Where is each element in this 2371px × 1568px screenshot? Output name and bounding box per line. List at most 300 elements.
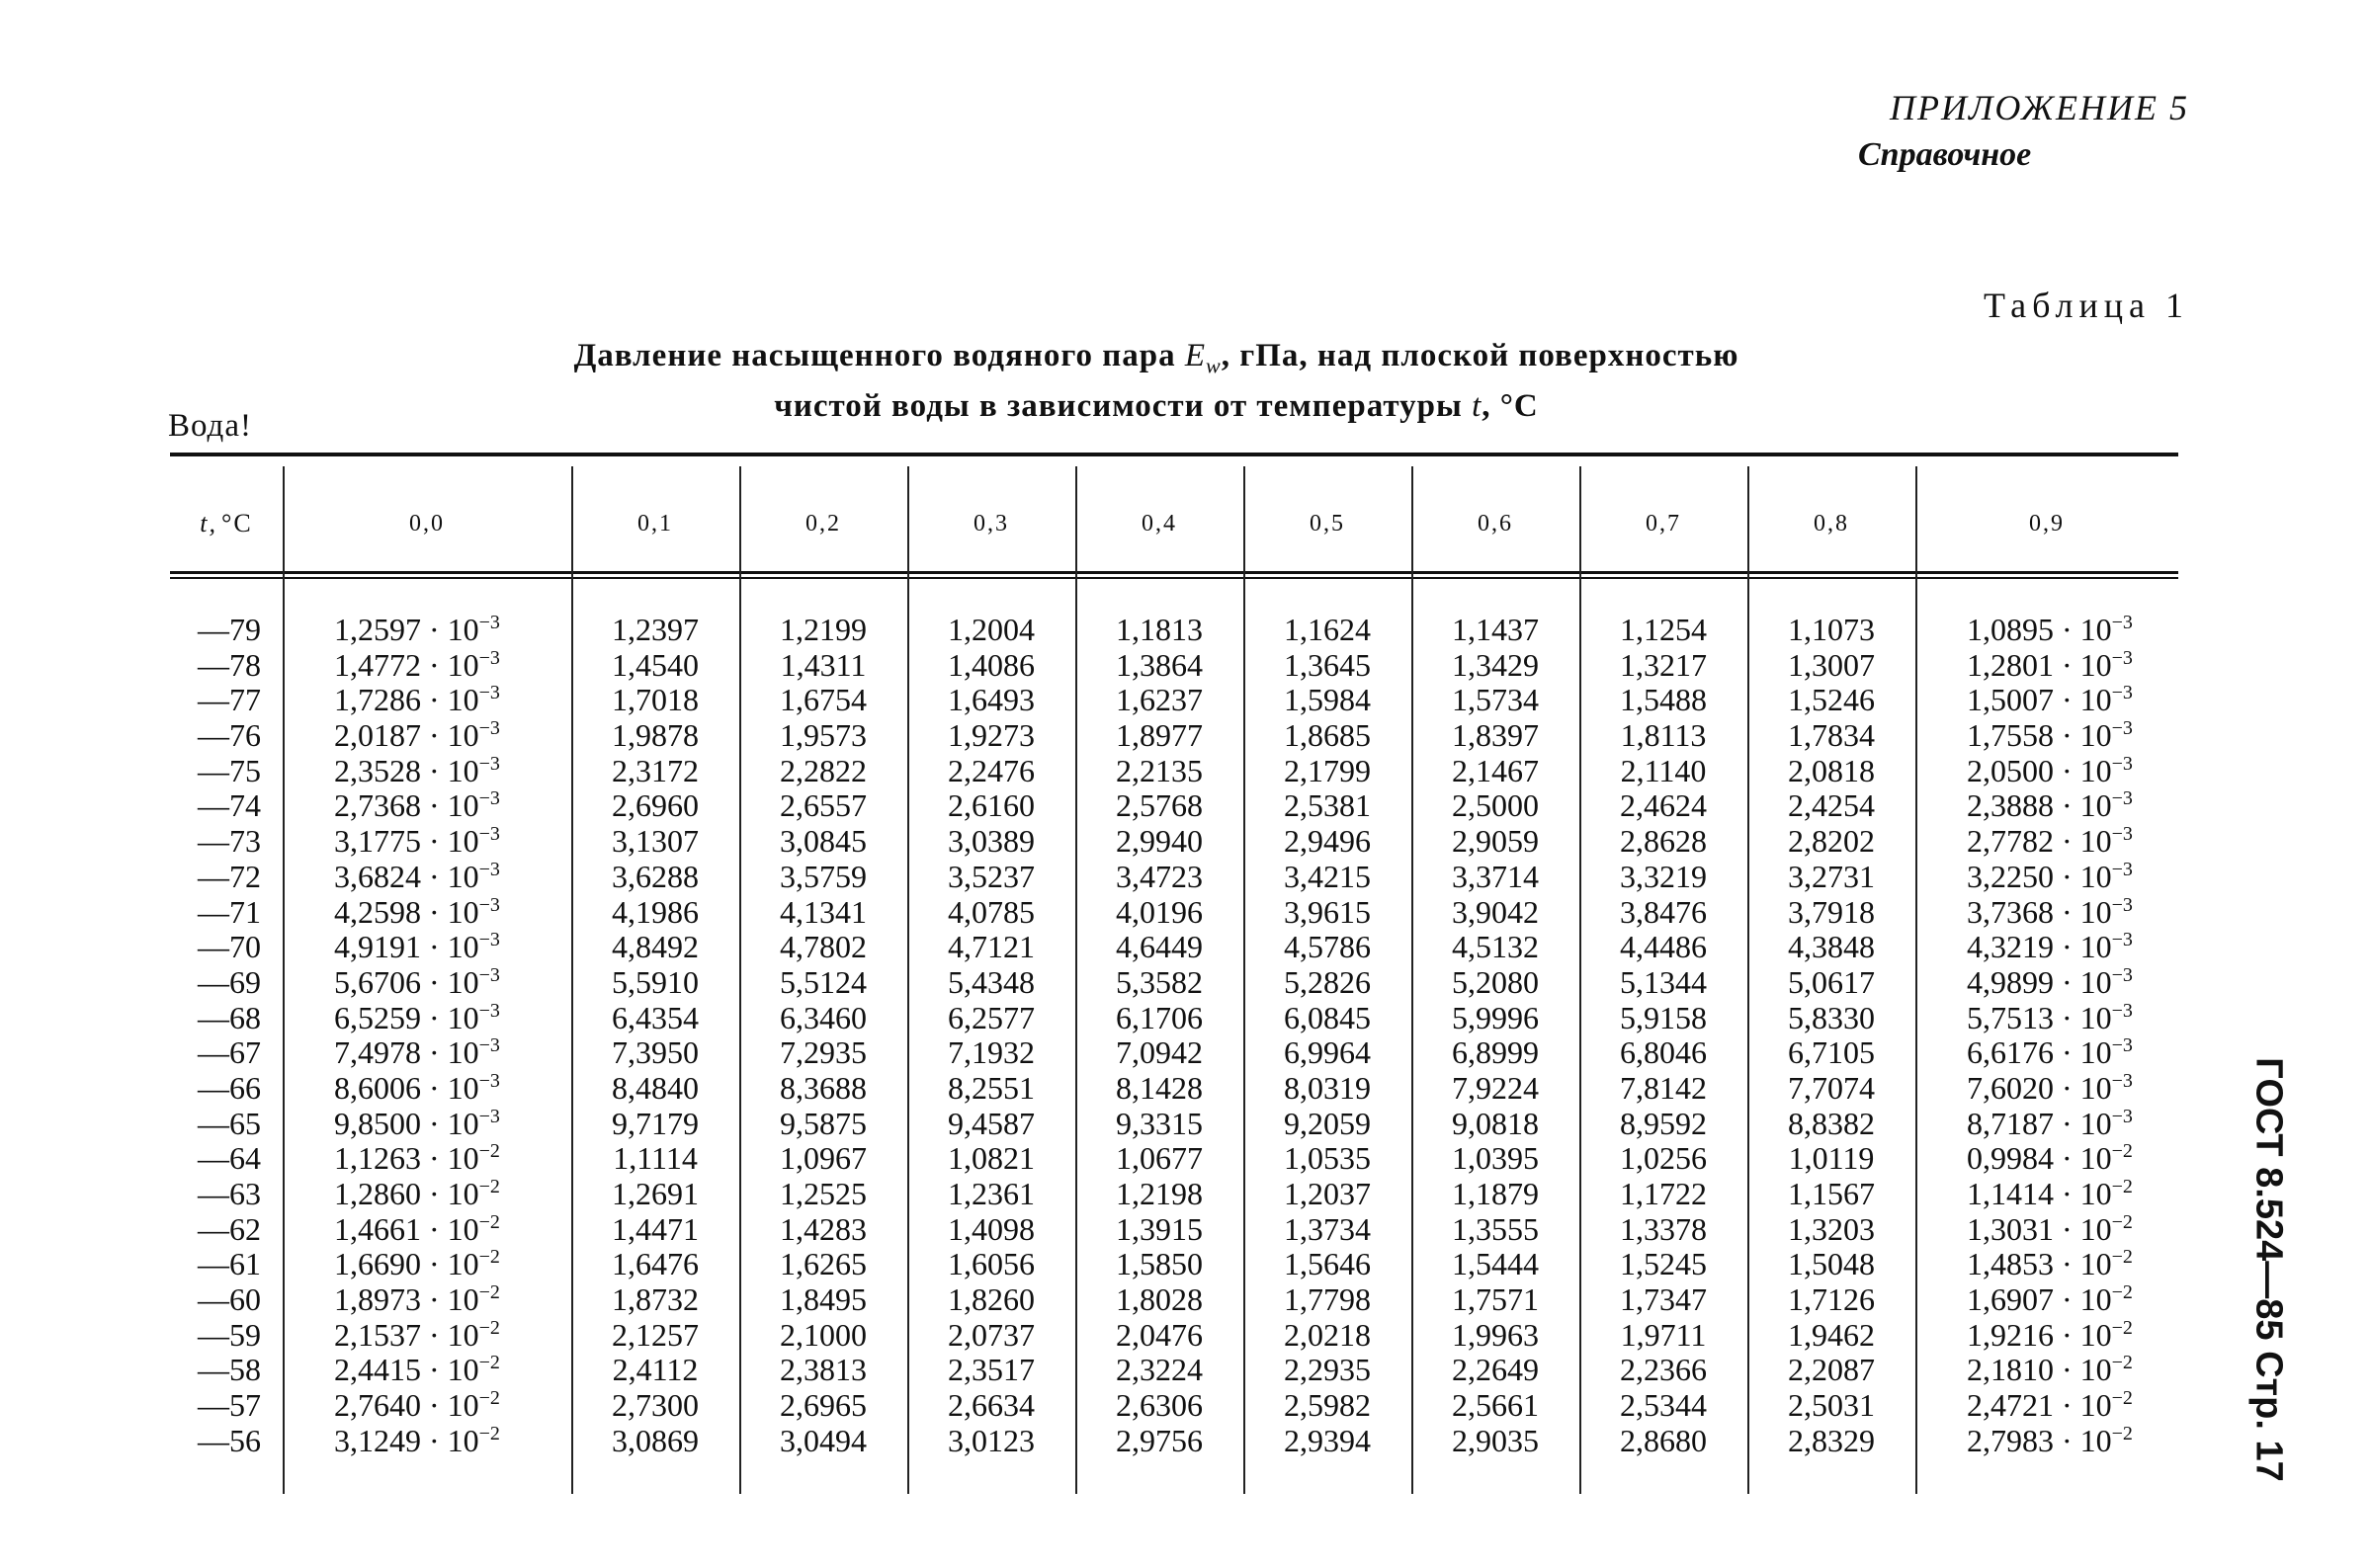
value-mantissa: 1,3031 bbox=[1967, 1210, 2054, 1247]
value-mantissa: 1,9573 bbox=[780, 717, 867, 754]
value-cell bbox=[1967, 930, 2178, 965]
value-base: · 10 bbox=[421, 823, 479, 860]
value-cell bbox=[334, 1035, 571, 1071]
value-mantissa: 9,8500 bbox=[334, 1105, 421, 1141]
value-cell bbox=[1243, 754, 1411, 789]
value-mantissa: 1,4311 bbox=[780, 646, 867, 683]
value-cell bbox=[907, 860, 1075, 895]
value-cell bbox=[1075, 965, 1243, 1001]
value-cell bbox=[907, 1388, 1075, 1424]
value-cell bbox=[739, 1141, 907, 1177]
value-exponent: −3 bbox=[2111, 1105, 2133, 1127]
value-base: · 10 bbox=[2054, 682, 2112, 718]
value-exponent: −3 bbox=[2111, 646, 2133, 669]
value-exponent: −2 bbox=[478, 1210, 500, 1233]
value-mantissa: 1,0395 bbox=[1452, 1140, 1539, 1177]
value-cell bbox=[1967, 895, 2178, 931]
column-header: 0,6 bbox=[1478, 510, 1513, 536]
value-mantissa: 4,9899 bbox=[1967, 963, 2054, 1000]
value-mantissa: 2,5768 bbox=[1116, 787, 1203, 824]
value-exponent: −2 bbox=[478, 1316, 500, 1339]
value-base: · 10 bbox=[421, 682, 479, 718]
value-cell bbox=[1579, 1035, 1747, 1071]
side-running-head-text: ГОСТ 8.524—85 Стр. 17 bbox=[2247, 1057, 2290, 1482]
value-mantissa: 2,5982 bbox=[1284, 1387, 1371, 1424]
value-mantissa: 5,2080 bbox=[1452, 963, 1539, 1000]
value-mantissa: 1,8973 bbox=[334, 1281, 421, 1318]
value-mantissa: 9,4587 bbox=[948, 1105, 1035, 1141]
value-column bbox=[1747, 613, 1915, 1459]
value-cell bbox=[1411, 1071, 1579, 1107]
value-mantissa: 6,0845 bbox=[1284, 999, 1371, 1035]
value-mantissa: 2,4254 bbox=[1788, 787, 1875, 824]
value-mantissa: 1,5850 bbox=[1116, 1246, 1203, 1282]
value-mantissa: 1,5488 bbox=[1620, 682, 1707, 718]
value-mantissa: 1,5048 bbox=[1788, 1246, 1875, 1282]
value-cell bbox=[571, 1177, 739, 1212]
value-mantissa: 1,0677 bbox=[1116, 1140, 1203, 1177]
value-mantissa: 6,5259 bbox=[334, 999, 421, 1035]
value-mantissa: 2,1140 bbox=[1620, 752, 1707, 788]
temperature-cell: —56 bbox=[198, 1422, 261, 1458]
value-mantissa: 1,5984 bbox=[1284, 682, 1371, 718]
value-cell bbox=[1075, 1424, 1243, 1459]
value-cell bbox=[334, 1107, 571, 1142]
value-column bbox=[739, 613, 907, 1459]
value-mantissa: 1,1879 bbox=[1452, 1176, 1539, 1211]
column-divider bbox=[283, 466, 285, 1494]
value-cell bbox=[1747, 1177, 1915, 1212]
value-cell bbox=[1243, 965, 1411, 1001]
value-cell bbox=[1075, 648, 1243, 684]
value-cell bbox=[1747, 860, 1915, 895]
value-mantissa: 1,5245 bbox=[1620, 1246, 1707, 1282]
value-cell bbox=[739, 930, 907, 965]
value-mantissa: 1,3203 bbox=[1788, 1210, 1875, 1247]
value-exponent: −3 bbox=[2111, 787, 2133, 810]
value-exponent: −2 bbox=[2111, 1210, 2133, 1233]
value-cell bbox=[1967, 965, 2178, 1001]
value-cell bbox=[334, 1318, 571, 1354]
value-exponent: −2 bbox=[2111, 1281, 2133, 1304]
value-mantissa: 1,0256 bbox=[1620, 1140, 1707, 1177]
column-header: 0,8 bbox=[1814, 510, 1849, 536]
value-column bbox=[334, 613, 571, 1459]
value-cell bbox=[1747, 1071, 1915, 1107]
symbol-letter: E bbox=[1184, 338, 1207, 373]
value-cell bbox=[571, 860, 739, 895]
value-mantissa: 8,6006 bbox=[334, 1069, 421, 1106]
value-cell bbox=[1075, 1177, 1243, 1212]
value-cell bbox=[571, 718, 739, 754]
value-cell bbox=[1747, 1107, 1915, 1142]
value-mantissa: 1,6690 bbox=[334, 1246, 421, 1282]
value-cell bbox=[1075, 1107, 1243, 1142]
value-mantissa: 3,2731 bbox=[1788, 858, 1875, 894]
temperature-cell: —59 bbox=[198, 1316, 261, 1353]
value-cell bbox=[907, 1035, 1075, 1071]
column-header-t-var: t, bbox=[200, 509, 217, 537]
value-cell bbox=[739, 1282, 907, 1318]
value-mantissa: 8,4840 bbox=[612, 1069, 699, 1106]
value-cell bbox=[1967, 1035, 2178, 1071]
value-cell bbox=[1243, 613, 1411, 648]
value-cell bbox=[907, 1424, 1075, 1459]
value-cell bbox=[1967, 1001, 2178, 1036]
value-cell bbox=[739, 1424, 907, 1459]
value-cell bbox=[1243, 1318, 1411, 1354]
value-cell bbox=[739, 965, 907, 1001]
value-cell bbox=[1579, 1282, 1747, 1318]
value-mantissa: 1,2525 bbox=[780, 1176, 867, 1211]
value-mantissa: 2,0818 bbox=[1788, 752, 1875, 788]
value-cell bbox=[907, 965, 1075, 1001]
value-mantissa: 4,4486 bbox=[1620, 929, 1707, 965]
value-mantissa: 0,9984 bbox=[1967, 1140, 2054, 1177]
value-exponent: −3 bbox=[478, 717, 500, 740]
value-mantissa: 3,0389 bbox=[948, 823, 1035, 860]
value-cell bbox=[1967, 1141, 2178, 1177]
section-label: Вода! bbox=[168, 408, 252, 444]
value-mantissa: 3,9042 bbox=[1452, 893, 1539, 930]
appendix-label: ПРИЛОЖЕНИЕ 5 bbox=[1890, 88, 2189, 127]
value-cell bbox=[1579, 1388, 1747, 1424]
value-cell bbox=[1747, 1318, 1915, 1354]
value-cell bbox=[1411, 613, 1579, 648]
value-mantissa: 2,2087 bbox=[1788, 1352, 1875, 1388]
value-base: · 10 bbox=[2054, 1281, 2112, 1318]
value-cell bbox=[1411, 1001, 1579, 1036]
value-base: · 10 bbox=[421, 1069, 479, 1106]
temperature-cell: —77 bbox=[198, 682, 261, 718]
value-mantissa: 1,5646 bbox=[1284, 1246, 1371, 1282]
value-mantissa: 1,7834 bbox=[1788, 717, 1875, 754]
value-cell bbox=[907, 1247, 1075, 1282]
value-mantissa: 1,1722 bbox=[1620, 1176, 1707, 1211]
value-cell bbox=[1243, 683, 1411, 718]
value-mantissa: 2,0737 bbox=[948, 1316, 1035, 1353]
value-base: · 10 bbox=[421, 1246, 479, 1282]
value-mantissa: 5,8330 bbox=[1788, 999, 1875, 1035]
value-cell bbox=[739, 895, 907, 931]
value-mantissa: 1,5246 bbox=[1788, 682, 1875, 718]
value-base: · 10 bbox=[421, 963, 479, 1000]
value-cell bbox=[1411, 718, 1579, 754]
value-mantissa: 1,6754 bbox=[780, 682, 867, 718]
value-cell bbox=[1075, 788, 1243, 824]
value-mantissa: 1,6476 bbox=[612, 1246, 699, 1282]
value-cell bbox=[1579, 1177, 1747, 1212]
value-cell bbox=[1967, 1282, 2178, 1318]
value-cell bbox=[907, 930, 1075, 965]
value-mantissa: 3,5759 bbox=[780, 858, 867, 894]
value-base: · 10 bbox=[2054, 1105, 2112, 1141]
value-exponent: −2 bbox=[2111, 1422, 2133, 1444]
value-exponent: −3 bbox=[2111, 682, 2133, 704]
value-mantissa: 6,1706 bbox=[1116, 999, 1203, 1035]
value-mantissa: 5,3582 bbox=[1116, 963, 1203, 1000]
value-mantissa: 1,8977 bbox=[1116, 717, 1203, 754]
value-cell bbox=[334, 648, 571, 684]
value-cell bbox=[739, 754, 907, 789]
value-cell bbox=[571, 754, 739, 789]
column-header-t bbox=[170, 494, 283, 553]
value-cell bbox=[907, 1212, 1075, 1248]
value-mantissa: 1,4471 bbox=[612, 1210, 699, 1247]
value-mantissa: 2,1810 bbox=[1967, 1352, 2054, 1388]
value-mantissa: 2,2649 bbox=[1452, 1352, 1539, 1388]
value-cell bbox=[571, 1388, 739, 1424]
value-cell bbox=[1243, 1141, 1411, 1177]
value-mantissa: 3,1249 bbox=[334, 1422, 421, 1458]
value-mantissa: 3,7918 bbox=[1788, 893, 1875, 930]
value-base: · 10 bbox=[2054, 1176, 2112, 1211]
value-cell bbox=[1243, 1353, 1411, 1388]
value-cell bbox=[1967, 824, 2178, 860]
value-cell bbox=[571, 648, 739, 684]
value-mantissa: 2,2135 bbox=[1116, 752, 1203, 788]
value-mantissa: 5,1344 bbox=[1620, 963, 1707, 1000]
value-mantissa: 6,3460 bbox=[780, 999, 867, 1035]
value-mantissa: 1,5734 bbox=[1452, 682, 1539, 718]
value-cell bbox=[1075, 930, 1243, 965]
value-mantissa: 1,9878 bbox=[612, 717, 699, 754]
value-cell bbox=[1579, 754, 1747, 789]
value-cell bbox=[1747, 930, 1915, 965]
table-title-line-1 bbox=[455, 336, 1858, 386]
value-cell bbox=[1579, 930, 1747, 965]
value-mantissa: 1,2801 bbox=[1967, 646, 2054, 683]
temperature-cell: —73 bbox=[198, 823, 261, 860]
value-cell bbox=[1747, 1212, 1915, 1248]
value-mantissa: 1,2597 bbox=[334, 612, 421, 647]
title-text: Давление насыщенного водяного пара bbox=[573, 338, 1176, 373]
value-cell bbox=[334, 683, 571, 718]
value-base: · 10 bbox=[2054, 1210, 2112, 1247]
value-cell bbox=[1411, 1035, 1579, 1071]
value-base: · 10 bbox=[2054, 1387, 2112, 1424]
value-mantissa: 1,2860 bbox=[334, 1176, 421, 1211]
value-cell bbox=[1243, 1177, 1411, 1212]
value-mantissa: 2,8628 bbox=[1620, 823, 1707, 860]
temperature-cell: —70 bbox=[198, 929, 261, 965]
value-mantissa: 7,0942 bbox=[1116, 1034, 1203, 1071]
column-header: 0,5 bbox=[1310, 510, 1345, 536]
value-cell bbox=[1075, 613, 1243, 648]
value-cell bbox=[334, 1141, 571, 1177]
value-mantissa: 8,9592 bbox=[1620, 1105, 1707, 1141]
value-mantissa: 1,0967 bbox=[780, 1140, 867, 1177]
value-mantissa: 5,4348 bbox=[948, 963, 1035, 1000]
temperature-cell: —61 bbox=[198, 1246, 261, 1282]
value-mantissa: 1,1114 bbox=[613, 1140, 698, 1177]
value-cell bbox=[1579, 683, 1747, 718]
value-mantissa: 2,0500 bbox=[1967, 752, 2054, 788]
value-mantissa: 2,1000 bbox=[780, 1316, 867, 1353]
value-cell bbox=[739, 1035, 907, 1071]
value-mantissa: 1,7558 bbox=[1967, 717, 2054, 754]
value-cell bbox=[334, 788, 571, 824]
value-cell bbox=[334, 718, 571, 754]
value-cell bbox=[1075, 1035, 1243, 1071]
value-mantissa: 6,2577 bbox=[948, 999, 1035, 1035]
value-mantissa: 2,6960 bbox=[612, 787, 699, 824]
value-mantissa: 4,1341 bbox=[780, 893, 867, 930]
value-mantissa: 2,7368 bbox=[334, 787, 421, 824]
value-cell bbox=[1967, 1212, 2178, 1248]
value-mantissa: 1,2361 bbox=[948, 1176, 1035, 1211]
value-mantissa: 2,6965 bbox=[780, 1387, 867, 1424]
value-cell bbox=[334, 1353, 571, 1388]
temperature-cell: —66 bbox=[198, 1069, 261, 1106]
value-cell bbox=[1579, 1212, 1747, 1248]
value-cell bbox=[907, 1353, 1075, 1388]
value-exponent: −3 bbox=[478, 893, 500, 916]
value-cell bbox=[739, 860, 907, 895]
table-title-line-2 bbox=[455, 386, 1858, 426]
value-base: · 10 bbox=[421, 893, 479, 930]
value-cell bbox=[1579, 613, 1747, 648]
value-cell bbox=[1243, 1001, 1411, 1036]
value-mantissa: 2,0476 bbox=[1116, 1316, 1203, 1353]
value-cell bbox=[571, 1141, 739, 1177]
value-mantissa: 1,2037 bbox=[1284, 1176, 1371, 1211]
value-cell bbox=[1747, 1388, 1915, 1424]
value-mantissa: 5,7513 bbox=[1967, 999, 2054, 1035]
value-cell bbox=[334, 1001, 571, 1036]
value-exponent: −3 bbox=[478, 999, 500, 1022]
value-mantissa: 3,1307 bbox=[612, 823, 699, 860]
value-mantissa: 5,9158 bbox=[1620, 999, 1707, 1035]
temperature-cell: —78 bbox=[198, 646, 261, 683]
temperature-cell: —62 bbox=[198, 1210, 261, 1247]
value-mantissa: 2,9496 bbox=[1284, 823, 1371, 860]
value-mantissa: 1,0821 bbox=[948, 1140, 1035, 1177]
value-mantissa: 8,0319 bbox=[1284, 1069, 1371, 1106]
value-mantissa: 1,1437 bbox=[1452, 612, 1539, 647]
value-mantissa: 1,4540 bbox=[612, 646, 699, 683]
value-mantissa: 1,2198 bbox=[1116, 1176, 1203, 1211]
value-mantissa: 1,8113 bbox=[1620, 717, 1707, 754]
value-exponent: −2 bbox=[2111, 1316, 2133, 1339]
value-exponent: −2 bbox=[478, 1422, 500, 1444]
value-base: · 10 bbox=[421, 1281, 479, 1318]
value-base: · 10 bbox=[2054, 999, 2112, 1035]
value-base: · 10 bbox=[421, 787, 479, 824]
value-cell bbox=[1411, 1141, 1579, 1177]
value-mantissa: 4,5786 bbox=[1284, 929, 1371, 965]
value-cell bbox=[571, 788, 739, 824]
value-mantissa: 3,0123 bbox=[948, 1422, 1035, 1458]
value-cell bbox=[1579, 1001, 1747, 1036]
value-mantissa: 2,4112 bbox=[612, 1352, 699, 1388]
value-mantissa: 1,1073 bbox=[1788, 612, 1875, 647]
header-rule bbox=[170, 577, 2178, 579]
value-exponent: −3 bbox=[2111, 858, 2133, 880]
value-cell bbox=[1075, 824, 1243, 860]
value-cell bbox=[1967, 648, 2178, 684]
value-cell bbox=[907, 1141, 1075, 1177]
value-mantissa: 1,4853 bbox=[1967, 1246, 2054, 1282]
value-mantissa: 1,1813 bbox=[1116, 612, 1203, 647]
value-base: · 10 bbox=[421, 752, 479, 788]
value-cell bbox=[1243, 1424, 1411, 1459]
value-mantissa: 1,4772 bbox=[334, 646, 421, 683]
value-cell bbox=[1075, 1353, 1243, 1388]
value-mantissa: 3,8476 bbox=[1620, 893, 1707, 930]
value-cell bbox=[1747, 1001, 1915, 1036]
value-mantissa: 1,0895 bbox=[1967, 612, 2054, 647]
value-mantissa: 2,5381 bbox=[1284, 787, 1371, 824]
value-base: · 10 bbox=[421, 1316, 479, 1353]
value-mantissa: 2,4415 bbox=[334, 1352, 421, 1388]
value-cell bbox=[1411, 683, 1579, 718]
value-mantissa: 1,3378 bbox=[1620, 1210, 1707, 1247]
value-mantissa: 1,5444 bbox=[1452, 1246, 1539, 1282]
value-cell bbox=[571, 895, 739, 931]
value-cell bbox=[1411, 1424, 1579, 1459]
value-cell bbox=[1747, 895, 1915, 931]
value-mantissa: 1,7126 bbox=[1788, 1281, 1875, 1318]
value-cell bbox=[1411, 1353, 1579, 1388]
value-mantissa: 1,9462 bbox=[1788, 1316, 1875, 1353]
value-mantissa: 1,0535 bbox=[1284, 1140, 1371, 1177]
value-column bbox=[1967, 613, 2178, 1459]
temperature-cell: —68 bbox=[198, 999, 261, 1035]
value-cell bbox=[571, 824, 739, 860]
value-mantissa: 3,0494 bbox=[780, 1422, 867, 1458]
temperature-cell: —71 bbox=[198, 893, 261, 930]
value-mantissa: 2,7782 bbox=[1967, 823, 2054, 860]
value-mantissa: 2,6557 bbox=[780, 787, 867, 824]
value-mantissa: 3,6288 bbox=[612, 858, 699, 894]
value-cell bbox=[739, 683, 907, 718]
value-cell bbox=[1579, 1353, 1747, 1388]
temperature-cell: —72 bbox=[198, 858, 261, 894]
value-cell bbox=[1411, 895, 1579, 931]
value-cell bbox=[907, 1177, 1075, 1212]
value-mantissa: 1,2397 bbox=[612, 612, 699, 647]
value-mantissa: 2,2476 bbox=[948, 752, 1035, 788]
value-cell bbox=[1747, 718, 1915, 754]
value-cell bbox=[1579, 965, 1747, 1001]
value-base: · 10 bbox=[421, 646, 479, 683]
value-mantissa: 1,7347 bbox=[1620, 1281, 1707, 1318]
temperature-cell: —58 bbox=[198, 1352, 261, 1388]
value-cell bbox=[1747, 1424, 1915, 1459]
column-divider bbox=[1915, 466, 1917, 1494]
temperature-cell: —79 bbox=[198, 612, 261, 647]
value-base: · 10 bbox=[2054, 1034, 2112, 1071]
value-exponent: −2 bbox=[478, 1140, 500, 1163]
value-cell bbox=[1243, 1282, 1411, 1318]
value-cell bbox=[1243, 1107, 1411, 1142]
value-cell bbox=[1579, 1318, 1747, 1354]
value-cell bbox=[1967, 1353, 2178, 1388]
value-exponent: −3 bbox=[2111, 893, 2133, 916]
value-cell bbox=[1411, 824, 1579, 860]
value-base: · 10 bbox=[2054, 752, 2112, 788]
value-base: · 10 bbox=[2054, 823, 2112, 860]
value-cell bbox=[334, 895, 571, 931]
value-base: · 10 bbox=[2054, 1422, 2112, 1458]
value-cell bbox=[571, 1318, 739, 1354]
column-header: 0,2 bbox=[805, 510, 841, 536]
value-mantissa: 1,7571 bbox=[1452, 1281, 1539, 1318]
value-base: · 10 bbox=[421, 1210, 479, 1247]
value-cell bbox=[739, 1247, 907, 1282]
value-cell bbox=[334, 1071, 571, 1107]
